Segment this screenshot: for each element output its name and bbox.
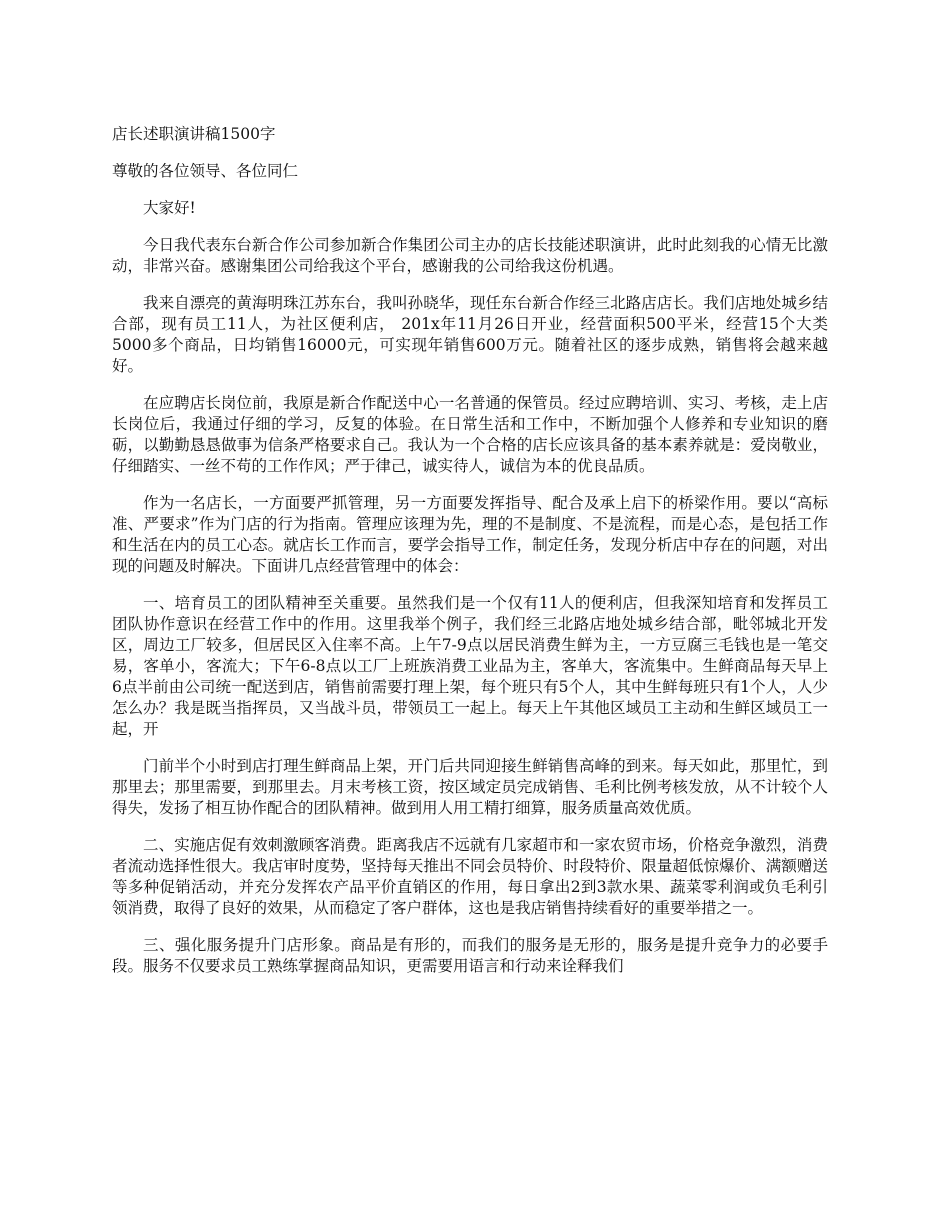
paragraph-point-two: 二、实施店促有效刺激顾客消费。距离我店不远就有几家超市和一家农贸市场，价格竞争激烈，消费者流动选择性很大。我店审时度势，坚持每天推出不同会员特价、时段特价、限量超低惊爆价、满额赠送等多种促销活动，并充分发挥农产品平价直销区的作用，每日拿出2到3款水果、蔬菜零利润或负毛利引领消费，取得了良好的效果，从而稳定了客户群体，这也是我店销售持续看好的重要举措之一。 xyxy=(112,836,828,917)
paragraph-background: 在应聘店长岗位前，我原是新合作配送中心一名普通的保管员。经过应聘培训、实习、考核，走上店长岗位后，我通过仔细的学习，反复的体验。在日常生活和工作中，不断加强个人修养和专业知识的磨砺，以勤勤恳恳做事为信条严格要求自己。我认为一个合格的店长应该具备的基本素养就是：爱岗敬业，仔细踏实、一丝不苟的工作作风；严于律己，诚实待人，诚信为本的优良品质。 xyxy=(112,394,828,475)
document-title: 店长述职演讲稿1500字 xyxy=(112,125,276,143)
paragraph-point-three: 三、强化服务提升门店形象。商品是有形的，而我们的服务是无形的，服务是提升竞争力的必要手段。服务不仅要求员工熟练掌握商品知识，更需要用语言和行动来诠释我们 xyxy=(112,936,828,975)
paragraph-self-introduction: 我来自漂亮的黄海明珠江苏东台，我叫孙晓华，现任东台新合作经三北路店店长。我们店地处城乡结合部，现有员工11人，为社区便利店， 201x年11月26日开业，经营面积500平米，经营15个大类5000多个商品，日均销售16000元，可实现年销售600万元。随着社区的逐步成熟，销售将会越来越好。 xyxy=(112,294,828,375)
document-page xyxy=(112,124,828,993)
paragraph-point-one: 一、培育员工的团队精神至关重要。虽然我们是一个仅有11人的便利店，但我深知培育和发挥员工团队协作意识在经营工作中的作用。这里我举个例子，我们经三北路店地处城乡结合部，毗邻城北开发区，周边工厂较多，但居民区入住率不高。上午7-9点以居民消费生鲜为主，一方豆腐三毛钱也是一笔交易，客单小，客流大；下午6-8点以工厂上班族消费工业品为主，客单大，客流集中。生鲜商品每天早上6点半前由公司统一配送到店，销售前需要打理上架，每个班只有5个人，其中生鲜每班只有1个人，人少怎么办？我是既当指挥员，又当战斗员，带领员工一起上。每天上午其他区域员工主动和生鲜区域员工一起，开 xyxy=(112,594,828,738)
paragraph-intro: 今日我代表东台新合作公司参加新合作集团公司主办的店长技能述职演讲，此时此刻我的心情无比激动，非常兴奋。感谢集团公司给我这个平台，感谢我的公司给我这份机遇。 xyxy=(112,236,828,275)
paragraph-management: 作为一名店长，一方面要严抓管理，另一方面要发挥指导、配合及承上启下的桥梁作用。要以“高标准、严要求”作为门店的行为指南。管理应该理为先，理的不是制度、不是流程，而是心态，是包括工作和生活在内的员工心态。就店长工作而言，要学会指导工作，制定任务，发现分析店中存在的问题，对出现的问题及时解决。下面讲几点经营管理中的体会： xyxy=(112,494,828,575)
greeting: 大家好! xyxy=(143,199,196,217)
paragraph-point-one-continued: 门前半个小时到店打理生鲜商品上架，开门后共同迎接生鲜销售高峰的到来。每天如此，那里忙，到那里去；那里需要，到那里去。月末考核工资，按区域定员完成销售、毛利比例考核发放，从不计较个人得失，发扬了相互协作配合的团队精神。做到用人用工精打细算，服务质量高效优质。 xyxy=(112,757,828,817)
salutation: 尊敬的各位领导、各位同仁 xyxy=(112,162,299,180)
